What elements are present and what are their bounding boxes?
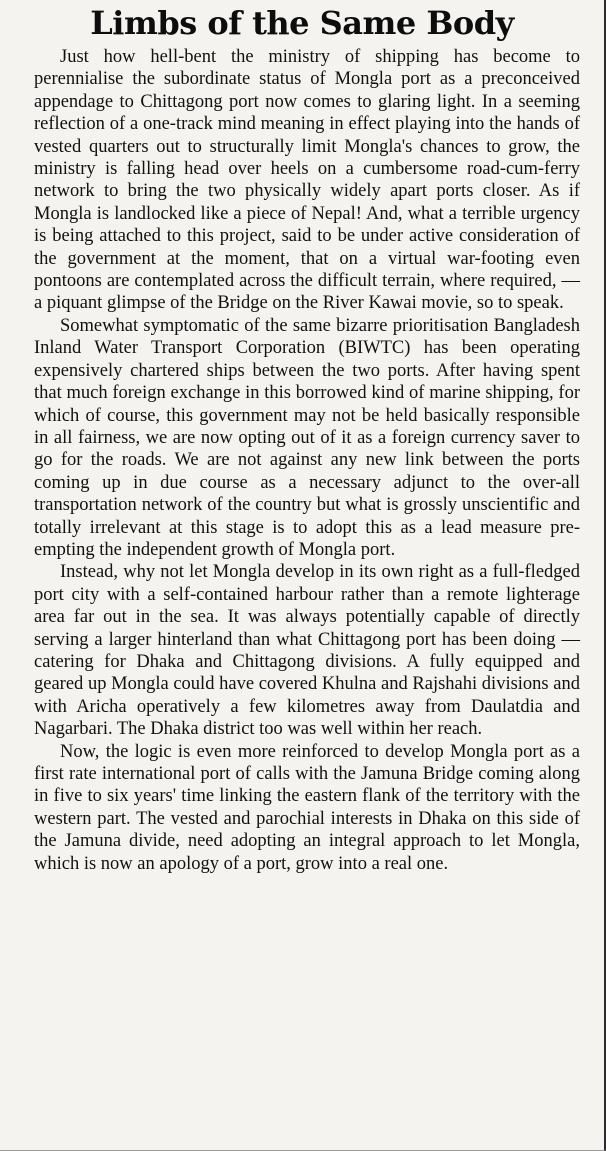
paragraph: Just how hell-bent the ministry of shipping has become to perennialise the subordinate status of Mongla port as a preconceived appendage to Chittagong port now comes to glaring light. In a seeming reflection of a one-track mind meaning in effect playing into the hands of vested quarters out to structurally limit Mongla's chances to grow, the ministry is falling head over heels on a cumbersome road-cum-ferry network to bring the two physically widely apart ports closer. As if Mongla is landlocked like a piece of Nepal! And, what a terrible urgency is being attached to this project, said to be under active consideration of the government at the moment, that on a virtual war-footing even pontoons are contemplated across the difficult terrain, where required, — a piquant glimpse of the Bridge on the River Kawai movie, so to speak. <box>34 47 580 314</box>
article-body <box>34 46 580 875</box>
headline: Limbs of the Same Body <box>90 4 514 42</box>
paragraph: Somewhat symptomatic of the same bizarre prioritisation Bangladesh Inland Water Transport Corporation (BIWTC) has been operating expensively chartered ships between the two ports. After having spent that much foreign exchange in this borrowed kind of marine shipping, for which of course, this government may not be held basically responsible in all fairness, we are now opting out of it as a foreign currency saver to go for the roads. We are not against any new link between the ports coming up in due course as a necessary adjunct to the over-all transportation network of the country but what is grossly unscientific and totally irrelevant at this stage is to adopt this as a lead measure pre-empting the independent growth of Mongla port. <box>34 315 580 560</box>
paragraph: Now, the logic is even more reinforced to develop Mongla port as a first rate international port of calls with the Jamuna Bridge coming along in five to six years' time linking the eastern flank of the territory with the western part. The vested and parochial interests in Dhaka on this side of the Jamuna divide, need adopting an integral approach to let Mongla, which is now an apology of a port, grow into a real one. <box>34 741 580 874</box>
paragraph: Instead, why not let Mongla develop in its own right as a full-fledged port city with a self-contained harbour rather than a remote lighterage area far out in the sea. It was always potentially capable of directly serving a larger hinterland than what Chittagong port has been doing — catering for Dhaka and Chittagong divisions. A fully equipped and geared up Mongla could have covered Khulna and Rajshahi divisions and with Aricha operatively a few kilometres away from Daulatdia and Nagarbari. The Dhaka district too was well within her reach. <box>34 562 580 740</box>
